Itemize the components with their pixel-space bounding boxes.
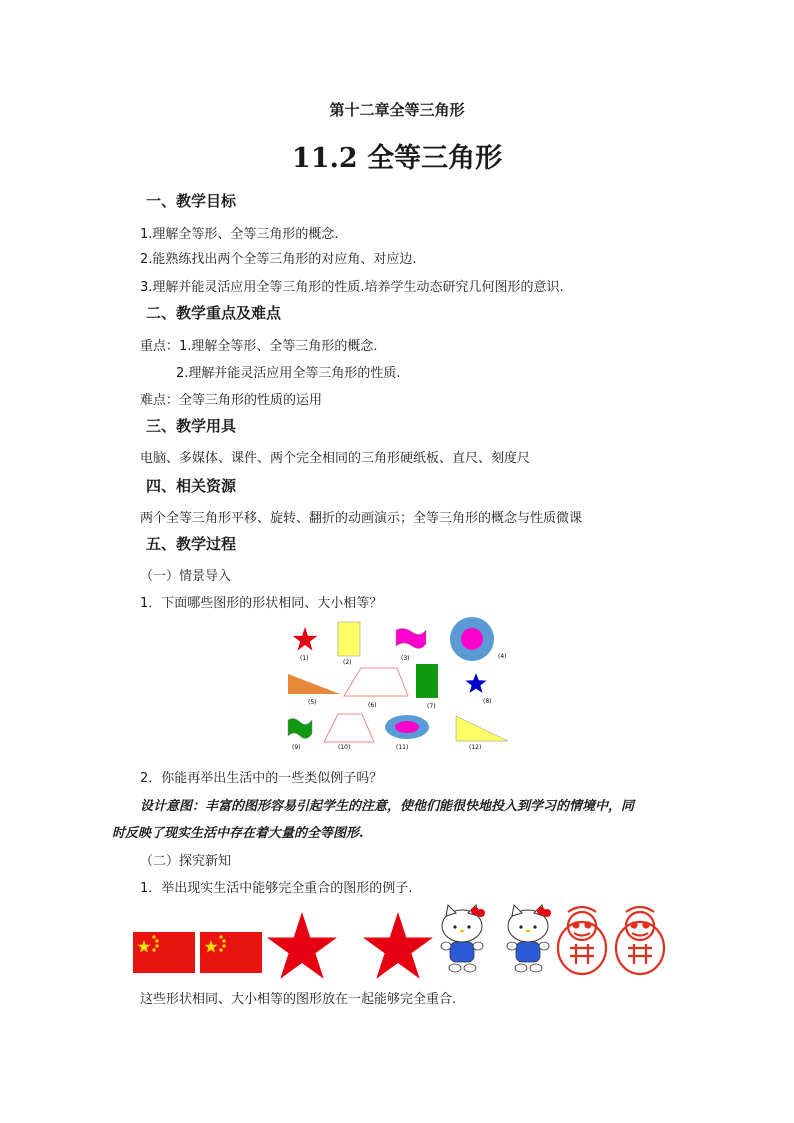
question-3: 1．举出现实生活中能够完全重合的图形的例子. bbox=[140, 881, 413, 896]
caption-4: (4) bbox=[498, 653, 507, 660]
caption-12: (12) bbox=[469, 744, 482, 751]
orange-triangle bbox=[288, 674, 340, 694]
flag-1 bbox=[133, 932, 195, 973]
green-rectangle bbox=[416, 664, 438, 698]
objective-item: 2.能熟练找出两个全等三角形的对应角、对应边. bbox=[140, 252, 417, 267]
section-heading-objectives: 一、教学目标 bbox=[146, 192, 237, 210]
design-intent-line-2: 时反映了现实生活中存在着大量的全等图形. bbox=[112, 826, 364, 841]
white-trapezoid-2 bbox=[324, 714, 374, 742]
section-heading-tools: 三、教学用具 bbox=[146, 417, 237, 435]
design-intent-line-1: 设计意图：丰富的图形容易引起学生的注意，使他们能很快地投入到学习的情境中，同 bbox=[140, 799, 635, 814]
conclusion-text: 这些形状相同、大小相等的图形放在一起能够完全重合. bbox=[140, 992, 457, 1007]
hello-kitty-1 bbox=[441, 905, 485, 972]
hello-kitty-2 bbox=[507, 905, 551, 972]
section-heading-process: 五、教学过程 bbox=[146, 535, 237, 553]
caption-11: (11) bbox=[396, 744, 409, 751]
resources-text: 两个全等三角形平移、旋转、翻折的动画演示；全等三角形的概念与性质微课 bbox=[140, 511, 583, 526]
chapter-title: 第十二章全等三角形 bbox=[329, 101, 465, 119]
caption-8: (8) bbox=[483, 698, 492, 705]
section-heading-resources: 四、相关资源 bbox=[146, 477, 237, 495]
red-star-2 bbox=[363, 912, 433, 979]
caption-3: (3) bbox=[401, 655, 410, 662]
caption-1: (1) bbox=[300, 655, 309, 662]
magenta-inner-circle bbox=[461, 628, 483, 650]
caption-9: (9) bbox=[292, 744, 301, 751]
subsection-explore: （二）探究新知 bbox=[140, 854, 232, 869]
flag-2 bbox=[200, 932, 262, 973]
magenta-ellipse bbox=[395, 721, 419, 733]
question-1: 1．下面哪些图形的形状相同、大小相等？ bbox=[140, 596, 383, 611]
paper-cut-1 bbox=[558, 907, 606, 974]
red-star-shape bbox=[293, 627, 318, 651]
objective-item: 1.理解全等形、全等三角形的概念. bbox=[140, 227, 339, 242]
real-life-examples-figure bbox=[130, 900, 670, 980]
tools-text: 电脑、多媒体、课件、两个完全相同的三角形硬纸板、直尺、刻度尺 bbox=[140, 451, 531, 466]
yellow-triangle bbox=[456, 716, 508, 741]
subsection-intro: （一）情景导入 bbox=[140, 569, 232, 584]
yellow-rectangle bbox=[338, 622, 360, 656]
green-flag-shape bbox=[288, 718, 312, 738]
caption-6: (6) bbox=[368, 702, 377, 709]
white-trapezoid bbox=[344, 668, 408, 696]
shapes-figure bbox=[280, 618, 520, 754]
difficult-point: 难点：全等三角形的性质的运用 bbox=[140, 393, 323, 408]
paper-cut-2 bbox=[616, 907, 664, 974]
caption-2: (2) bbox=[343, 659, 352, 666]
lesson-title: 11.2 全等三角形 bbox=[291, 143, 503, 174]
section-heading-key-points: 二、教学重点及难点 bbox=[146, 304, 282, 322]
question-2: 2．你能再举出生活中的一些类似例子吗？ bbox=[140, 771, 383, 786]
objective-item: 3.理解并能灵活应用全等三角形的性质.培养学生动态研究几何图形的意识. bbox=[140, 280, 564, 295]
key-point-1: 重点：1.理解全等形、全等三角形的概念. bbox=[140, 339, 378, 354]
caption-10: (10) bbox=[338, 744, 351, 751]
caption-5: (5) bbox=[308, 699, 317, 706]
blue-star-shape bbox=[466, 673, 487, 693]
key-point-2: 2.理解并能灵活应用全等三角形的性质. bbox=[176, 366, 401, 381]
magenta-flag-shape bbox=[396, 628, 426, 648]
red-star-1 bbox=[267, 912, 337, 979]
caption-7: (7) bbox=[427, 703, 436, 710]
